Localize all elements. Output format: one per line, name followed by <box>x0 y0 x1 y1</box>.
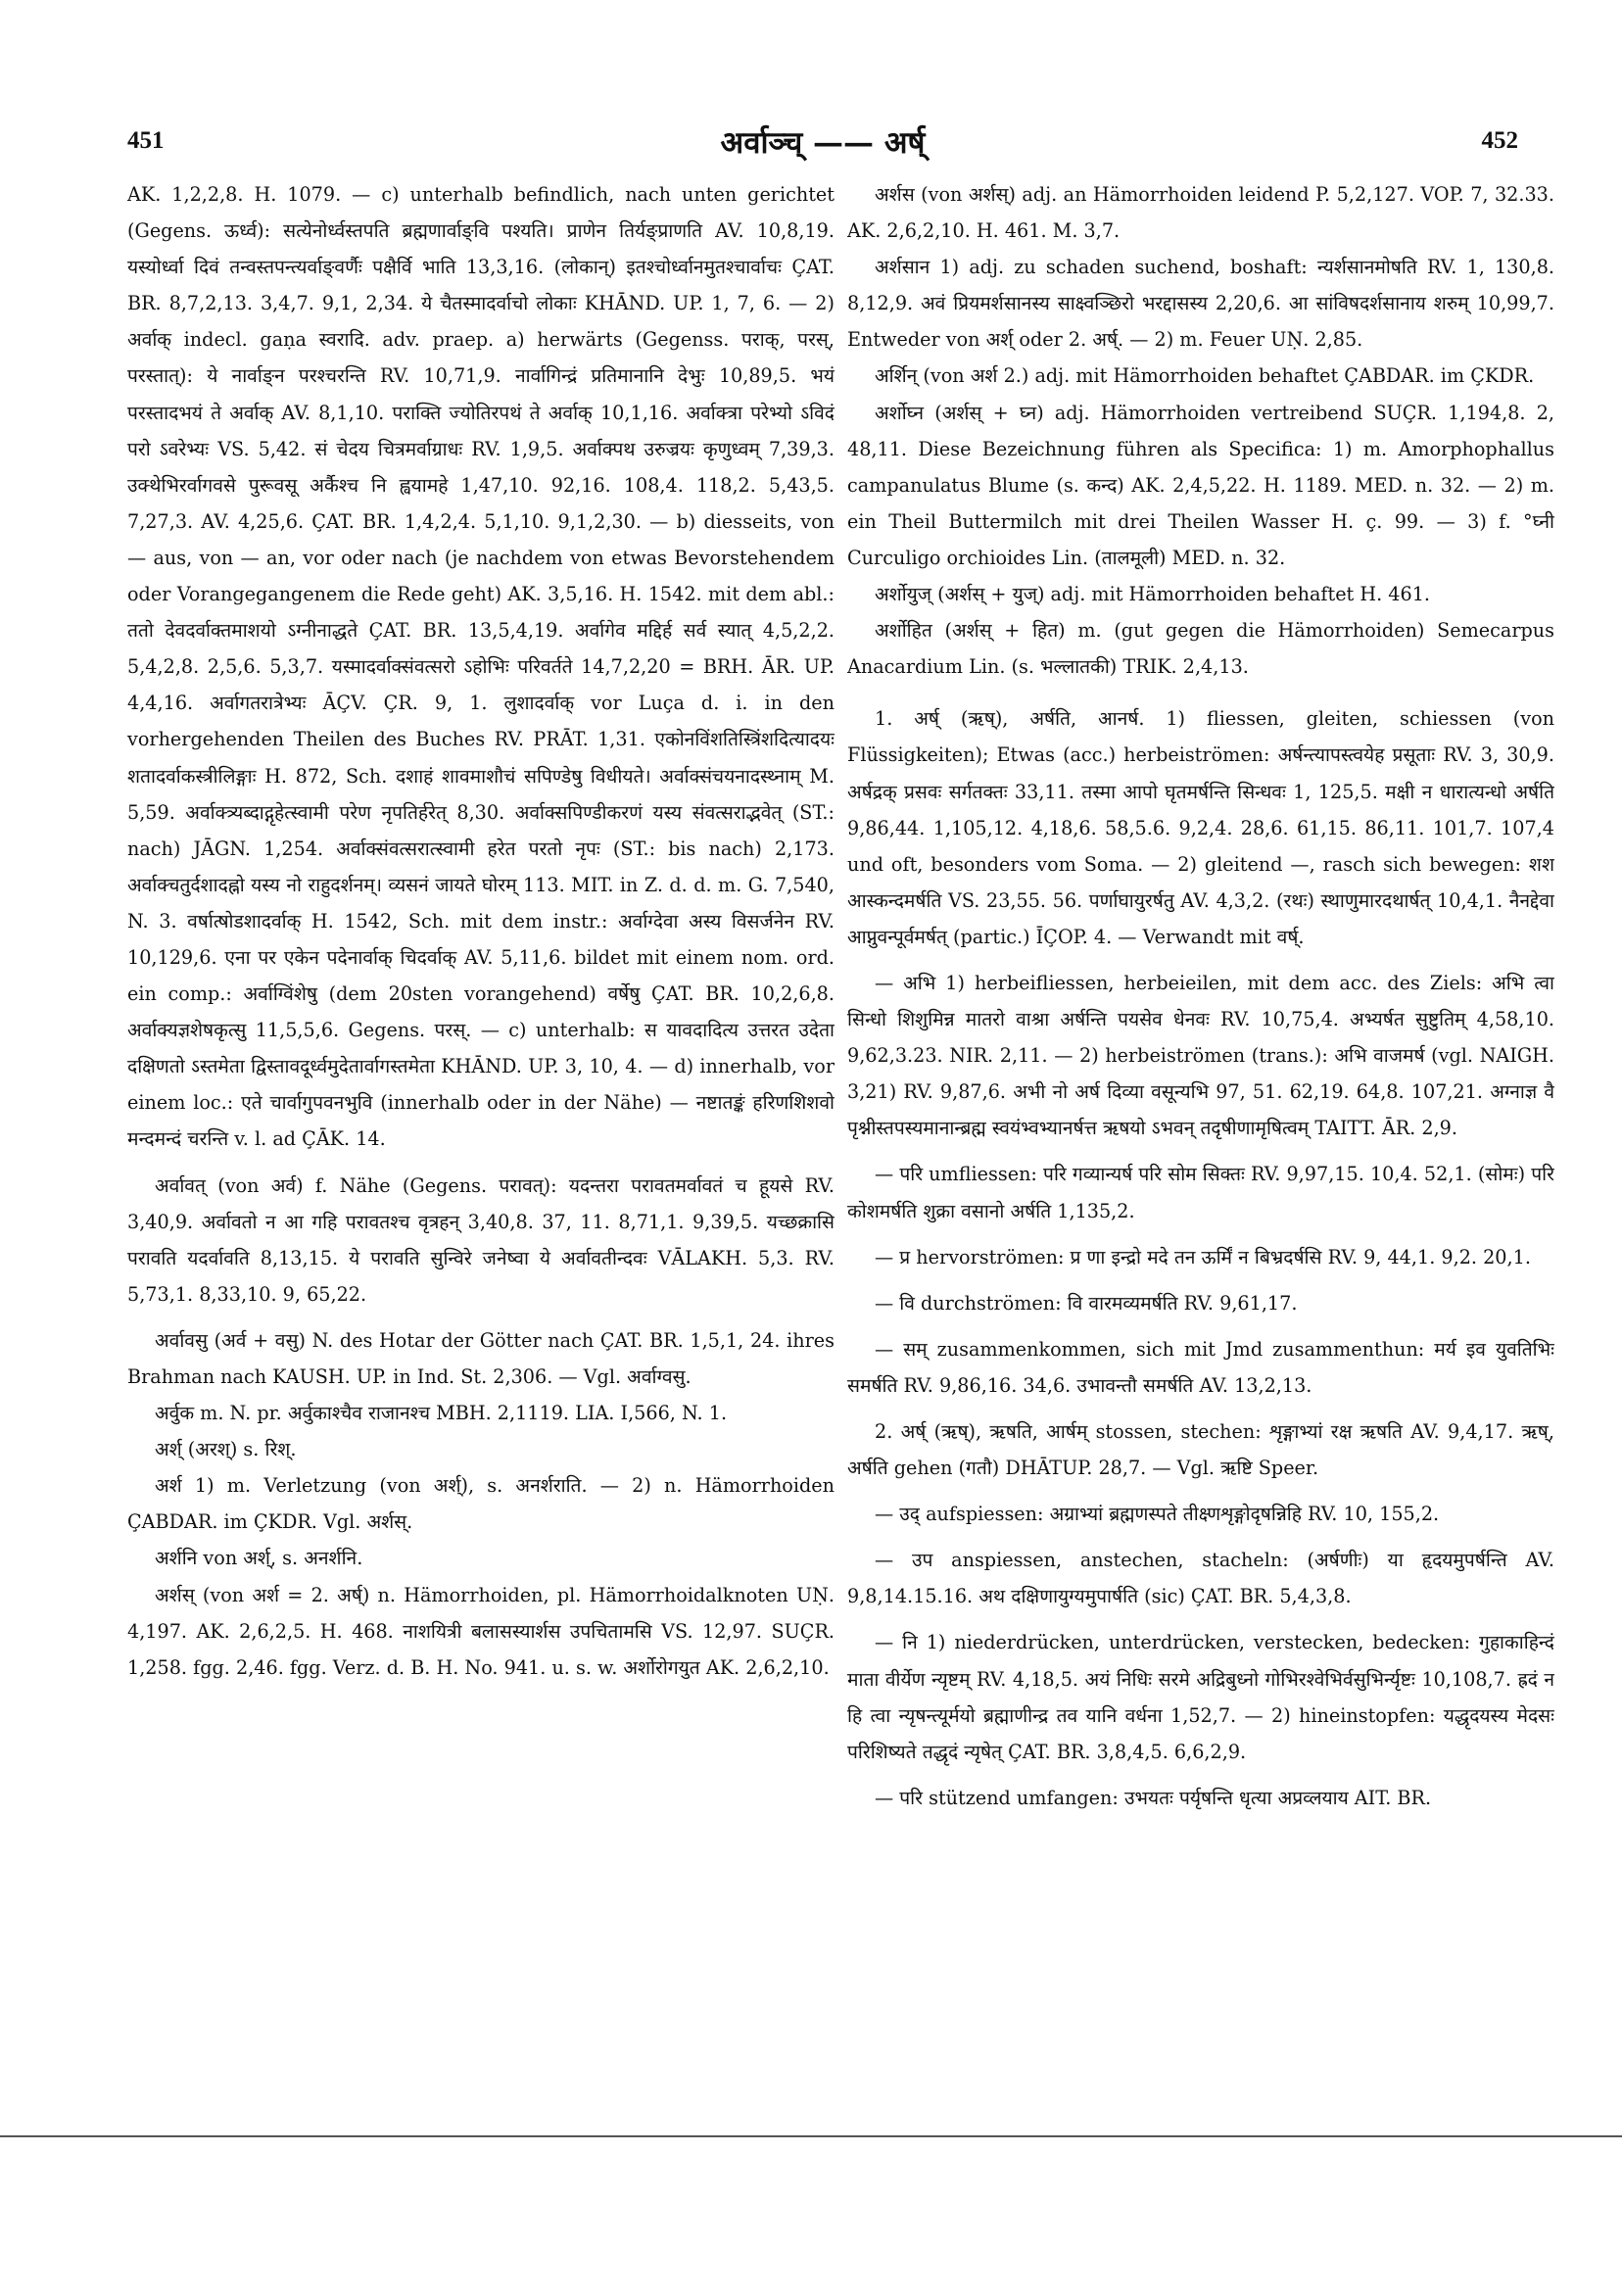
dictionary-entry: अर्श् (अरश्) s. रिश्. <box>155 1438 297 1461</box>
dictionary-entry: अर्वुक m. N. pr. अर्वुकाश्चैव राजानश्च MBH. 2,1119. LIA. I,566, N. 1. <box>155 1402 728 1425</box>
dictionary-entry: अर्शिन् (von अर्श 2.) adj. mit Hämorrhoiden behaftet ÇABDAR. im ÇKDR. <box>875 364 1535 388</box>
running-title: अर्वाञ्च् —— अर्ष् <box>720 125 926 161</box>
dictionary-entry-continued: AK. 1,2,2,8. H. 1079. — c) unterhalb befindlich, nach unten gerichtet (Gegens. ऊर्ध्व): सत्येनोर्ध्वस्तपति ब्रह्मणार्वाङ्वि पश्यति। प्राणेन तिर्यङ्प्राणति AV. 10,8,19. यस्योर्ध्वा दिवं तन्वस्तपन्त्यर्वाङ्वर्णैः पक्षैर्वि भाति 13,3,16. (लोकान्) इतश्चोर्ध्वानमुतश्चार्वाचः ÇAT. BR. 8,7,2,13. 3,4,7. 9,1, 2,34. ये चैतस्मादर्वाचो लोकाः KHĀND. UP. 1, 7, 6. — 2) अर्वाक् indecl. gaṇa स्वरादि. adv. praep. a) herwärts (Gegenss. पराक्, परस्, परस्तात्): ये नार्वाङ्न परश्चरन्ति RV. 10,71,9. नार्वागिन्द्रं प्रतिमानानि देभुः 10,89,5. भयं परस्तादभयं ते अर्वाक् AV. 8,1,10. पराक्ति ज्योतिरपथं ते अर्वाक् 10,1,16. अर्वाक्त्रा परेभ्यो ऽविदं परो ऽवरेभ्यः VS. 5,42. सं चेदय चित्रमर्वाग्राधः RV. 1,9,5. अर्वाक्पथ उरुज्रयः कृणुध्वम् 7,39,3. उक्थेभिरर्वागवसे पुरूवसू अर्कैश्च नि ह्वयामहे 1,47,10. 92,16. 108,4. 118,2. 5,43,5. 7,27,3. AV. 4,25,6. ÇAT. BR. 1,4,2,4. 5,1,10. 9,1,2,30. — b) diesseits, von — aus, von — an, vor oder nach (je nachdem von etwas Bevorstehendem oder Vorangegangenem die Rede geht) AK. 3,5,16. H. 1542. mit dem abl.: ततो देवदर्वाक्तमाशयो ऽग्नीनाद्धते ÇAT. BR. 13,5,4,19. अर्वागेव मद्दिर्ह सर्व स्यात् 4,5,2,2. 5,4,2,8. 2,5,6. 5,3,7. यस्मादर्वाक्संवत्सरो ऽहोभिः परिवर्तते 14,7,2,20 = BRH. ĀR. UP. 4,4,16. अर्वागतरात्रेभ्यः ĀÇV. ÇR. 9, 1. लुशादर्वाक् vor Luça d. i. in den vorhergehenden Theilen des Buches RV. PRĀT. 1,31. एकोनविंशतिस्त्रिंशदित्यादयः शतादर्वाकस्त्रीलिङ्गाः H. 872, Sch. दशाहं शावमाशौचं सपिण्डेषु विधीयते। अर्वाक्संचयनादस्थ्नाम् M. 5,59. अर्वाक्त्र्यब्दाद्गृहेत्स्वामी परेण नृपतिर्हरेत् 8,30. अर्वाक्सपिण्डीकरणं यस्य संवत्सराद्भवेत् (ST.: nach) JĀGN. 1,254. अर्वाक्संवत्सरात्स्वामी हरेत परतो नृपः (ST.: bis nach) 2,173. अर्वाक्चतुर्दशादह्नो यस्य नो राहुदर्शनम्। व्यसनं जायते घोरम् 113. MIT. in Z. d. d. m. G. 7,540, N. 3. वर्षात्षोडशादर्वाक् H. 1542, Sch. mit dem instr.: अर्वाग्देवा अस्य विसर्जनेन RV. 10,129,6. एना पर एकेन पदेनार्वाक् चिदर्वाक् AV. 5,11,6. bildet mit einem nom. ord. ein comp.: अर्वाग्विंशेषु (dem 20sten vorangehend) वर्षेषु ÇAT. BR. 10,2,6,8. अर्वाक्यज्ञशेषकृत्सु 11,5,5,6. Gegens. परस्. — c) unterhalb: स यावदादित्य उत्तरत उदेता दक्षिणतो ऽस्तमेता द्विस्तावदूर्ध्वमुदेतार्वागस्तमेता KHĀND. UP. 3, 10, 4. — d) innerhalb, vor einem loc.: एते चार्वागुपवनभुवि (innerhalb oder in der Nähe) — नष्टातङ्कं हरिणशिशवो मन्दमन्दं चरन्ति v. l. ad ÇĀK. 14. <box>127 183 835 1151</box>
dictionary-entry: अर्शस् (von अर्श = 2. अर्ष्) n. Hämorrhoiden, pl. Hämorrhoidalknoten UṆ. 4,197. AK. 2,6,2,5. H. 468. नाशयित्री बलासस्यार्शस उपचितामसि VS. 12,97. SUÇR. 1,258. fgg. 2,46. fgg. Verz. d. B. H. No. 941. u. s. w. अर्शोरोगयुत AK. 2,6,2,10. <box>127 1583 835 1679</box>
dictionary-entry: अर्शस (von अर्शस्) adj. an Hämorrhoiden leidend P. 5,2,127. VOP. 7, 32.33. AK. 2,6,2,10. H. 461. M. 3,7. <box>847 183 1554 243</box>
dictionary-entry: अर्श 1) m. Verletzung (von अर्श्), s. अनर्शराति. — 2) n. Hämorrhoiden ÇABDAR. im ÇKDR. Vgl. अर्शस्. <box>127 1474 835 1534</box>
dictionary-subentry: — उप anspiessen, anstechen, stacheln: (अर्षणीः) या हृदयमुपर्षन्ति AV. 9,8,14.15.16. अथ दक्षिणायुग्यमुपार्षति (sic) ÇAT. BR. 5,4,3,8. <box>847 1549 1554 1608</box>
dictionary-entry: अर्वावसु (अर्व + वसु) N. des Hotar der Götter nach ÇAT. BR. 1,5,1, 24. ihres Brahman nach KAUSH. UP. in Ind. St. 2,306. — Vgl. अर्वाग्वसु. <box>127 1328 835 1388</box>
dictionary-subentry: — परि stützend umfangen: उभयतः पर्यृषन्ति धृत्या अप्रव्लयाय AIT. BR. <box>875 1786 1432 1809</box>
dictionary-entry: अर्शनि von अर्श्, s. अनर्शनि. <box>155 1547 363 1570</box>
dictionary-entry: 2. अर्ष् (ऋष्), ऋषति, आर्षम् stossen, stechen: शृङ्गाभ्यां रक्ष ऋषति AV. 9,4,17. ऋष्, अर्षति gehen (गतौ) DHĀTUP. 28,7. — Vgl. ऋष्टि Speer. <box>847 1420 1554 1480</box>
right-column <box>847 176 1554 2126</box>
dictionary-subentry: — परि umfliessen: परि गव्यान्यर्ष परि सोम सिक्तः RV. 9,97,15. 10,4. 52,1. (सोमः) परि कोशमर्षति शुक्रा वसानो अर्षति 1,135,2. <box>847 1163 1554 1222</box>
page-number-right: 452 <box>1481 127 1518 154</box>
dictionary-entry: 1. अर्ष् (ऋष्), अर्षति, आनर्ष. 1) fliessen, gleiten, schiessen (von Flüssigkeiten); Etwas (acc.) herbeiströmen: अर्षन्त्यापस्त्वयेह प्रसूताः RV. 3, 30,9. अर्षद्रक् प्रसवः सर्गतक्तः 33,11. तस्मा आपो घृतमर्षन्ति सिन्धवः 1, 125,5. मक्षी न धारात्यन्धो अर्षति 9,86,44. 1,105,12. 4,18,6. 58,5.6. 9,2,4. 28,6. 61,15. 86,11. 101,7. 107,4 und oft, besonders vom Soma. — 2) gleitend —, rasch sich bewegen: शश आस्कन्दमर्षति VS. 23,55. 56. पर्णाघायुरर्षतु AV. 4,3,2. (रथः) स्थाणुमारदथार्षत् 10,4,1. नैनद्देवा आप्नुवन्पूर्वमर्षत् (partic.) ĪÇOP. 4. — Verwandt mit वर्ष्. <box>847 707 1554 948</box>
dictionary-subentry: — सम् zusammenkommen, sich mit Jmd zusammenthun: मर्य इव युवतिभिः समर्षति RV. 9,86,16. 34,6. उभावन्तौ समर्षति AV. 13,2,13. <box>847 1337 1554 1397</box>
dictionary-subentry: — वि durchströmen: वि वारमव्यमर्षति RV. 9,61,17. <box>875 1291 1298 1315</box>
dictionary-subentry: — नि 1) niederdrücken, unterdrücken, verstecken, bedecken: गुहाकाहिन्दं माता वीर्येण न्यृष्टम् RV. 4,18,5. अयं निधिः सरमे अद्रिबुध्नो गोभिरश्वेभिर्वसुभिर्न्यृष्टः 10,108,7. ह्रदं न हि त्वा न्यृषन्त्यूर्मयो ब्रह्माणीन्द्र तव यानि वर्धना 1,52,7. — 2) hineinstopfen: यद्धृदयस्य मेदसः परिशिष्यते तद्धृदं न्यृषेत् ÇAT. BR. 3,8,4,5. 6,6,2,9. <box>847 1631 1554 1763</box>
dictionary-subentry: — प्र hervorströmen: प्र णा इन्द्रो मदे तन ऊर्मिं न बिभ्रदर्षसि RV. 9, 44,1. 9,2. 20,1. <box>875 1245 1531 1268</box>
dictionary-entry: अर्शोघ्न (अर्शस् + घ्न) adj. Hämorrhoiden vertreibend SUÇR. 1,194,8. 2, 48,11. Diese Bezeichnung führen als Specifica: 1) m. Amorphophallus campanulatus Blume (s. कन्द) AK. 2,4,5,22. H. 1189. MED. n. 32. — 2) m. ein Theil Buttermilch mit drei Theilen Wasser H. ç. 99. — 3) f. °घ्नी Curculigo orchioides Lin. (तालमूली) MED. n. 32. <box>847 401 1554 569</box>
dictionary-subentry: — उद् aufspiessen: अग्राभ्यां ब्रह्मणस्पते तीक्ष्णशृङ्गोदृषन्निहि RV. 10, 155,2. <box>875 1503 1440 1526</box>
page-number-left: 451 <box>127 127 165 154</box>
dictionary-entry: अर्वावत् (von अर्व) f. Nähe (Gegens. परावत्): यदन्तरा परावतमर्वावतं च हूयसे RV. 3,40,9. अर्वावतो न आ गहि परावतश्च वृत्रहन् 3,40,8. 37, 11. 8,71,1. 9,39,5. यच्छक्रासि परावति यदर्वावति 8,13,15. ये परावति सुन्विरे जनेष्वा ये अर्वावतीन्दवः VĀLAKH. 5,3. RV. 5,73,1. 8,33,10. 9, 65,22. <box>127 1173 835 1306</box>
page-bottom-rule <box>0 2135 1622 2137</box>
dictionary-subentry: — अभि 1) herbeifliessen, herbeieilen, mit dem acc. des Ziels: अभि त्वा सिन्धो शिशुमिन्न मातरो वाश्रा अर्षन्ति पयसेव धेनवः RV. 10,75,4. अभ्यर्षत सुष्टुतिम् 4,58,10. 9,62,3.23. NIR. 2,11. — 2) herbeiströmen (trans.): अभि वाजमर्ष (vgl. NAIGH. 3,21) RV. 9,87,6. अभी नो अर्ष दिव्या वसून्यभि 97, 51. 62,19. 64,8. 107,21. अग्नाज्ञ वै पृश्नीस्तपस्यमानान्ब्रह्म स्वयंभ्वभ्यानर्षत्त ऋषयो ऽभवन् तदृषीणामृषित्वम् TAITT. ĀR. 2,9. <box>847 971 1554 1140</box>
dictionary-entry: अर्शोहित (अर्शस् + हित) m. (gut gegen die Hämorrhoiden) Semecarpus Anacardium Lin. (s. भल्लातकी) TRIK. 2,4,13. <box>847 619 1554 679</box>
dictionary-entry: अर्शोयुज् (अर्शस् + युज्) adj. mit Hämorrhoiden behaftet H. 461. <box>875 583 1431 606</box>
page-header <box>127 120 1518 168</box>
left-column <box>127 176 835 2126</box>
dictionary-entry: अर्शसान 1) adj. zu schaden suchend, boshaft: न्यर्शसानमोषति RV. 1, 130,8. 8,12,9. अवं प्रियमर्शसानस्य साक्ष्वञ्छिरो भरद्दासस्य 2,20,6. आ सांविषदर्शसानाय शरुम् 10,99,7. Entweder von अर्श् oder 2. अर्ष्. — 2) m. Feuer UṆ. 2,85. <box>847 256 1554 352</box>
